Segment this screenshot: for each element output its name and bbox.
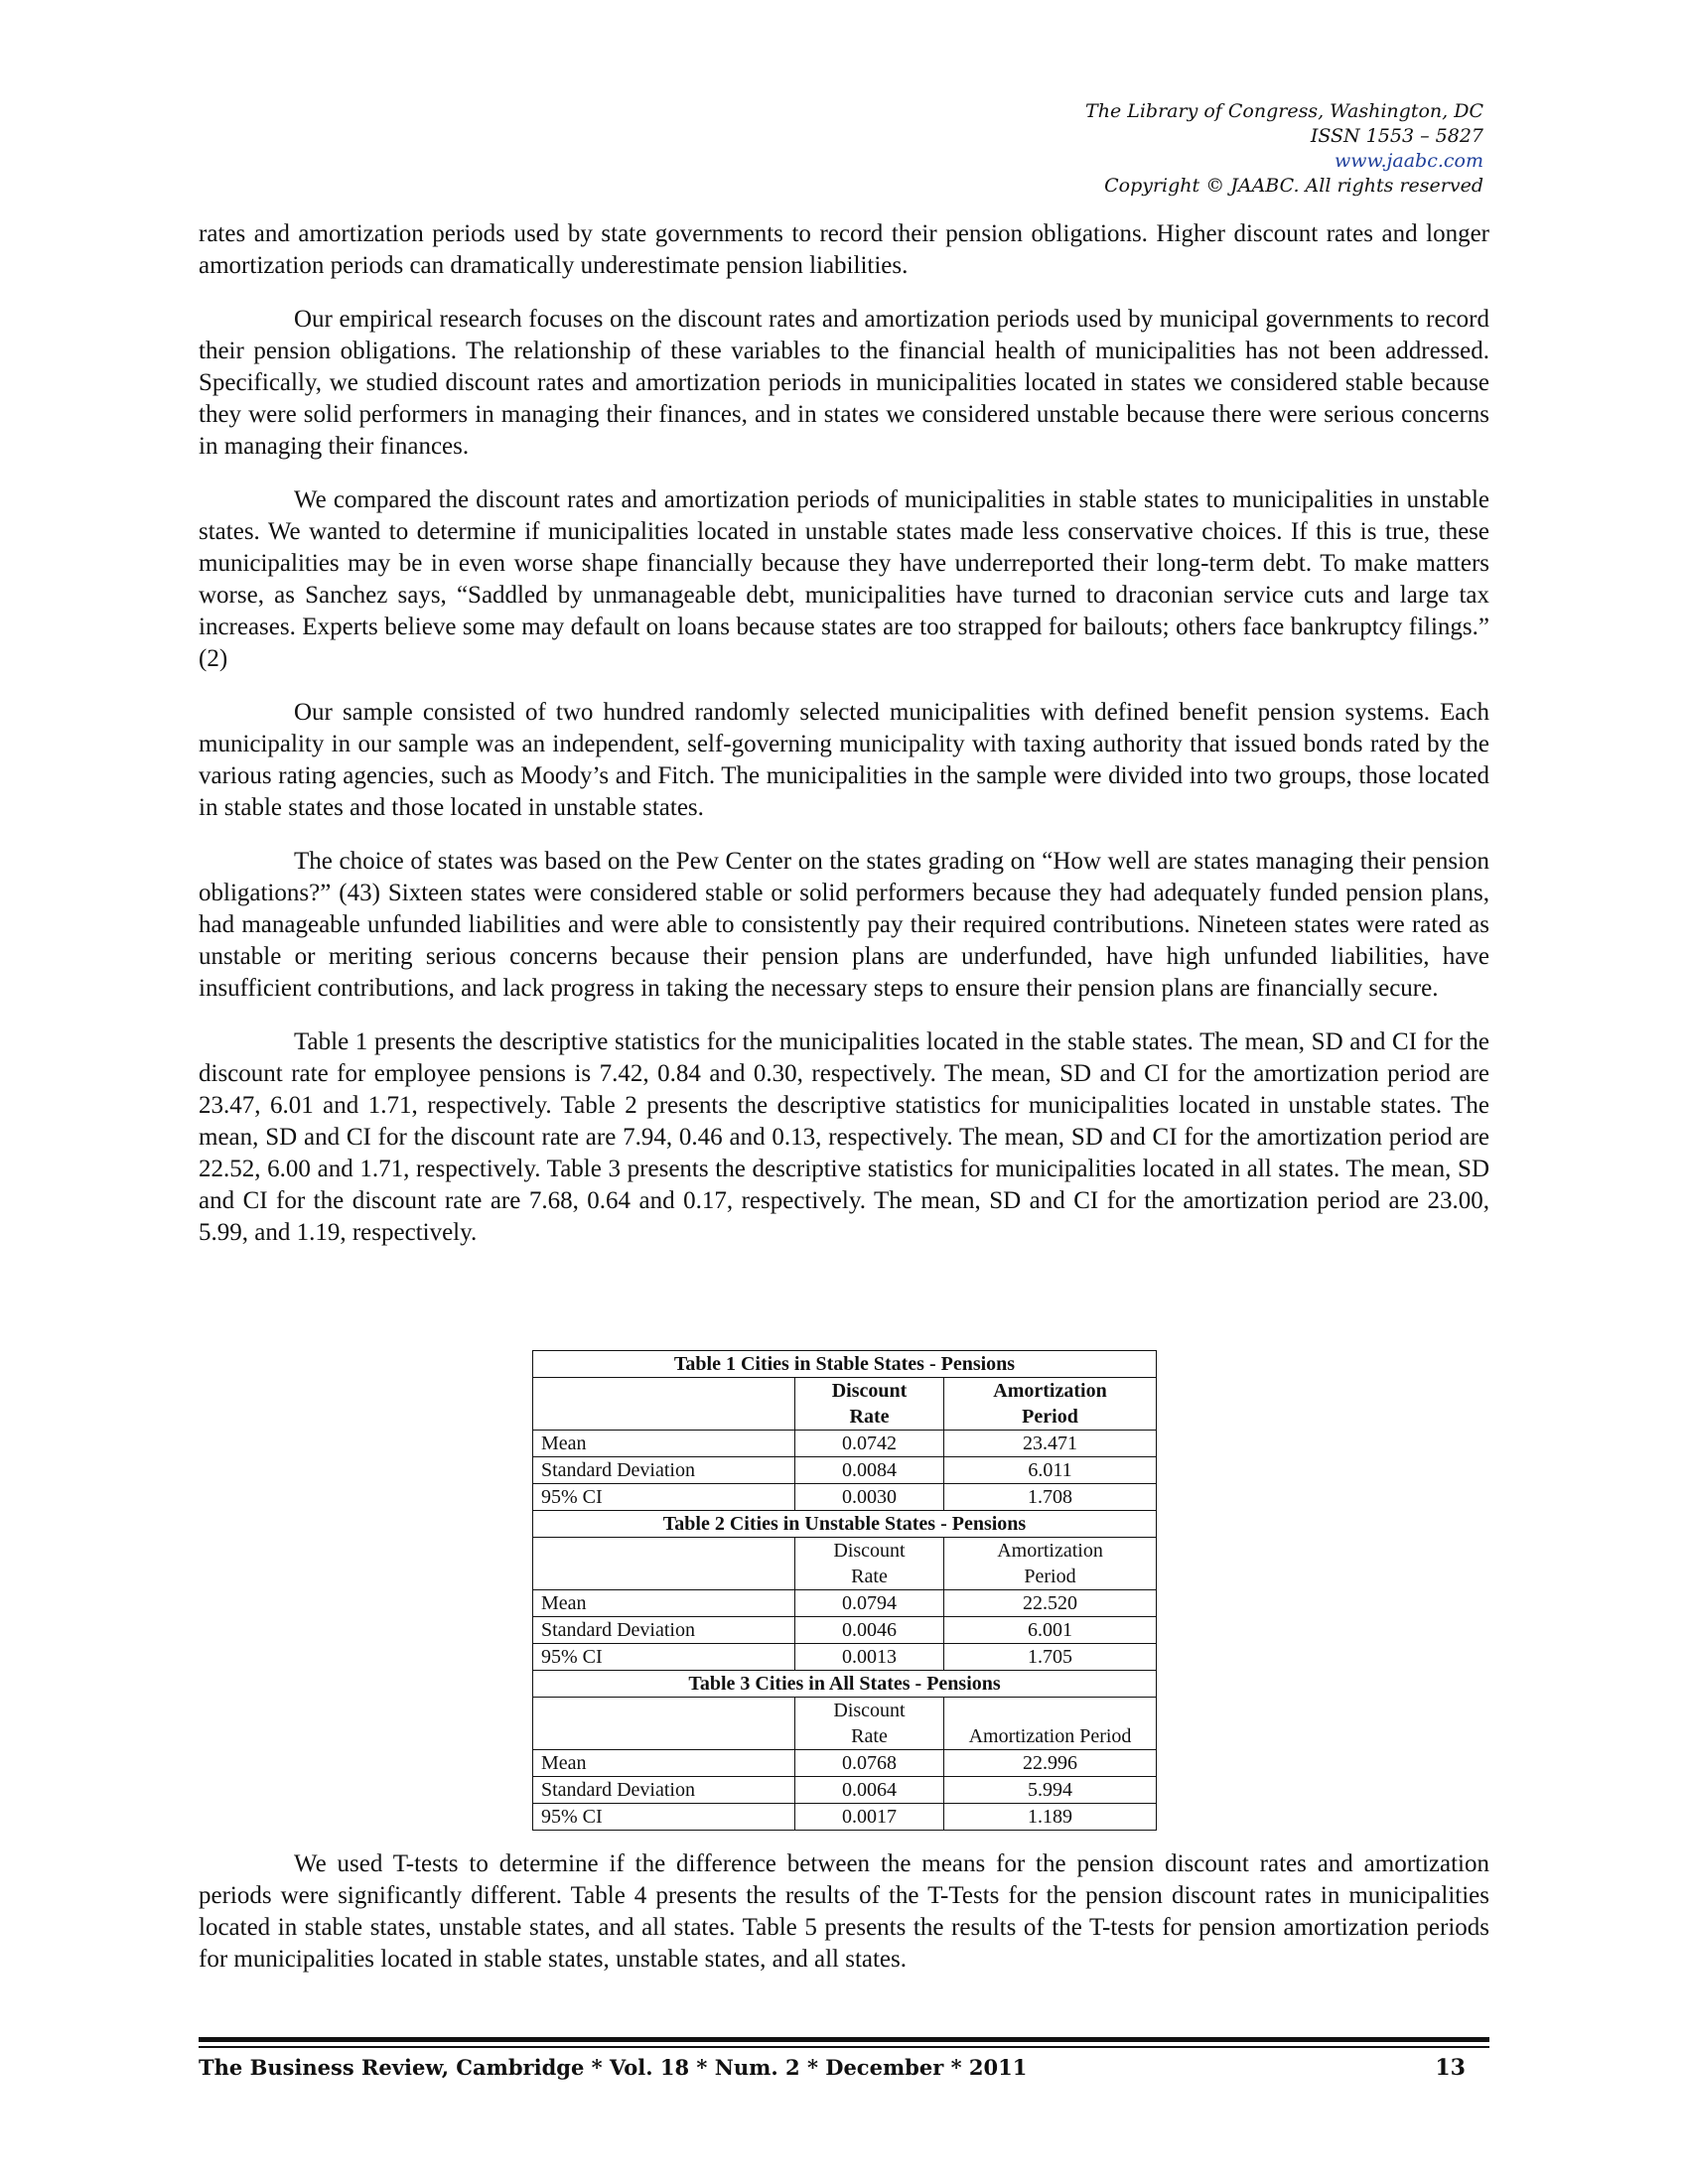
- column-header-amortization-period: Amortization Period: [944, 1698, 1157, 1750]
- row-label: 95% CI: [533, 1644, 795, 1671]
- footer-rule-thin: [199, 2046, 1489, 2048]
- table-caption: Table 1 Cities in Stable States - Pensions: [533, 1351, 1157, 1378]
- table-1-stable-states: [532, 1350, 1157, 1511]
- paragraph: Our sample consisted of two hundred randomly selected municipalities with defined benefit pension systems. Each municipality in our sample was an independent, self-governing municipality with taxing authority that issued bonds rated by the various rating agencies, such as Moody’s and Fitch. The municipalities in the sample were divided into two groups, those located in stable states and those located in unstable states.: [199, 699, 1489, 821]
- cell-amortization-period: 23.471: [944, 1431, 1157, 1457]
- cell-amortization-period: 1.705: [944, 1644, 1157, 1671]
- cell-discount-rate: 0.0046: [795, 1617, 944, 1644]
- cell-discount-rate: 0.0064: [795, 1777, 944, 1804]
- cell-discount-rate: 0.0084: [795, 1457, 944, 1484]
- table-row: [533, 1590, 1157, 1617]
- cell-amortization-period: 1.708: [944, 1484, 1157, 1511]
- table-caption: Table 2 Cities in Unstable States - Pensions: [533, 1511, 1157, 1538]
- table-caption: Table 3 Cities in All States - Pensions: [533, 1671, 1157, 1698]
- header-library: The Library of Congress, Washington, DC: [1085, 100, 1483, 122]
- cell-discount-rate: 0.0030: [795, 1484, 944, 1511]
- header-issn: ISSN 1553 – 5827: [1310, 125, 1483, 147]
- paragraph: Table 1 presents the descriptive statistics for the municipalities located in the stable states. The mean, SD and CI for the discount rate for employee pensions is 7.42, 0.84 and 0.30, respectively. The mean, SD and CI for the amortization period are 23.47, 6.01 and 1.71, respectively. Table 2 presents the descriptive statistics for municipalities located in unstable states. The mean, SD and CI for the discount rate are 7.94, 0.46 and 0.13, respectively. The mean, SD and CI for the amortization period are 22.52, 6.00 and 1.71, respectively. Table 3 presents the descriptive statistics for municipalities located in all states. The mean, SD and CI for the discount rate are 7.68, 0.64 and 0.17, respectively. The mean, SD and CI for the amortization period are 23.00, 5.99, and 1.19, respectively.: [199, 1028, 1489, 1246]
- table-3-all-states: [532, 1671, 1157, 1831]
- table-row: [533, 1750, 1157, 1777]
- column-header-amortization-period: Amortization Period: [944, 1538, 1157, 1590]
- row-label: Standard Deviation: [533, 1617, 795, 1644]
- paragraph: Our empirical research focuses on the discount rates and amortization periods used by municipal governments to record their pension obligations. The relationship of these variables to the financial health of municipalities has not been addressed. Specifically, we studied discount rates and amortization periods in municipalities located in states we considered stable because they were solid performers in managing their finances, and in states we considered unstable because there were serious concerns in managing their finances.: [199, 306, 1489, 460]
- row-label: Mean: [533, 1431, 795, 1457]
- footer-rule-thick: [199, 2037, 1489, 2042]
- cell-discount-rate: 0.0013: [795, 1644, 944, 1671]
- table-row: [533, 1431, 1157, 1457]
- table-row: [533, 1644, 1157, 1671]
- paragraph-continued: rates and amortization periods used by state governments to record their pension obligations. Higher discount rates and longer amortization periods can dramatically underestimate pension liabilities.: [199, 220, 1489, 279]
- cell-amortization-period: 22.996: [944, 1750, 1157, 1777]
- column-header-amortization-period: Amortization Period: [944, 1378, 1157, 1431]
- cell-amortization-period: 1.189: [944, 1804, 1157, 1831]
- cell-discount-rate: 0.0742: [795, 1431, 944, 1457]
- table-row: [533, 1804, 1157, 1831]
- running-header: [1085, 99, 1483, 199]
- table-header-blank: [533, 1698, 795, 1750]
- header-copyright: Copyright © JAABC. All rights reserved: [1104, 175, 1483, 197]
- column-header-discount-rate: Discount Rate: [795, 1378, 944, 1431]
- table-header-blank: [533, 1378, 795, 1431]
- cell-amortization-period: 6.011: [944, 1457, 1157, 1484]
- paragraph: The choice of states was based on the Pew Center on the states grading on “How well are states managing their pension obligations?” (43) Sixteen states were considered stable or solid performers because they had adequately funded pension plans, had manageable unfunded liabilities and were able to consistently pay their required contributions. Nineteen states were rated as unstable or meriting serious concerns because their pension plans are underfunded, have high unfunded liabilities, have insufficient contributions, and lack progress in taking the necessary steps to ensure their pension plans are financially secure.: [199, 848, 1489, 1002]
- running-footer: [199, 2055, 1489, 2080]
- cell-amortization-period: 22.520: [944, 1590, 1157, 1617]
- cell-discount-rate: 0.0794: [795, 1590, 944, 1617]
- row-label: 95% CI: [533, 1804, 795, 1831]
- row-label: Standard Deviation: [533, 1457, 795, 1484]
- cell-discount-rate: 0.0017: [795, 1804, 944, 1831]
- table-row: [533, 1484, 1157, 1511]
- table-header-blank: [533, 1538, 795, 1590]
- table-2-unstable-states: [532, 1511, 1157, 1671]
- body-text-after-tables: [199, 1848, 1489, 1976]
- table-row: [533, 1777, 1157, 1804]
- footer-journal-citation: The Business Review, Cambridge * Vol. 18 * Num. 2 * December * 2011: [199, 2055, 1028, 2080]
- row-label: 95% CI: [533, 1484, 795, 1511]
- column-header-discount-rate: Discount Rate: [795, 1698, 944, 1750]
- table-row: [533, 1457, 1157, 1484]
- row-label: Mean: [533, 1590, 795, 1617]
- header-url-link[interactable]: www.jaabc.com: [1334, 150, 1483, 172]
- row-label: Standard Deviation: [533, 1777, 795, 1804]
- body-text: [199, 218, 1489, 1271]
- statistics-tables: [532, 1350, 1156, 1831]
- row-label: Mean: [533, 1750, 795, 1777]
- page-number: 13: [1435, 2055, 1466, 2081]
- paragraph: We compared the discount rates and amortization periods of municipalities in stable states to municipalities in unstable states. We wanted to determine if municipalities located in unstable states made less conservative choices. If this is true, these municipalities may be in even worse shape financially because they have underreported their long-term debt. To make matters worse, as Sanchez says, “Saddled by unmanageable debt, municipalities have turned to draconian service cuts and large tax increases. Experts believe some may default on loans because states are too strapped for bailouts; others face bankruptcy filings.” (2): [199, 486, 1489, 672]
- cell-amortization-period: 5.994: [944, 1777, 1157, 1804]
- column-header-discount-rate: Discount Rate: [795, 1538, 944, 1590]
- cell-amortization-period: 6.001: [944, 1617, 1157, 1644]
- table-row: [533, 1617, 1157, 1644]
- cell-discount-rate: 0.0768: [795, 1750, 944, 1777]
- paragraph: We used T-tests to determine if the difference between the means for the pension discount rates and amortization periods were significantly different. Table 4 presents the results of the T-Tests for the pension discount rates in municipalities located in stable states, unstable states, and all states. Table 5 presents the results of the T-tests for pension amortization periods for municipalities located in stable states, unstable states, and all states.: [199, 1850, 1489, 1973]
